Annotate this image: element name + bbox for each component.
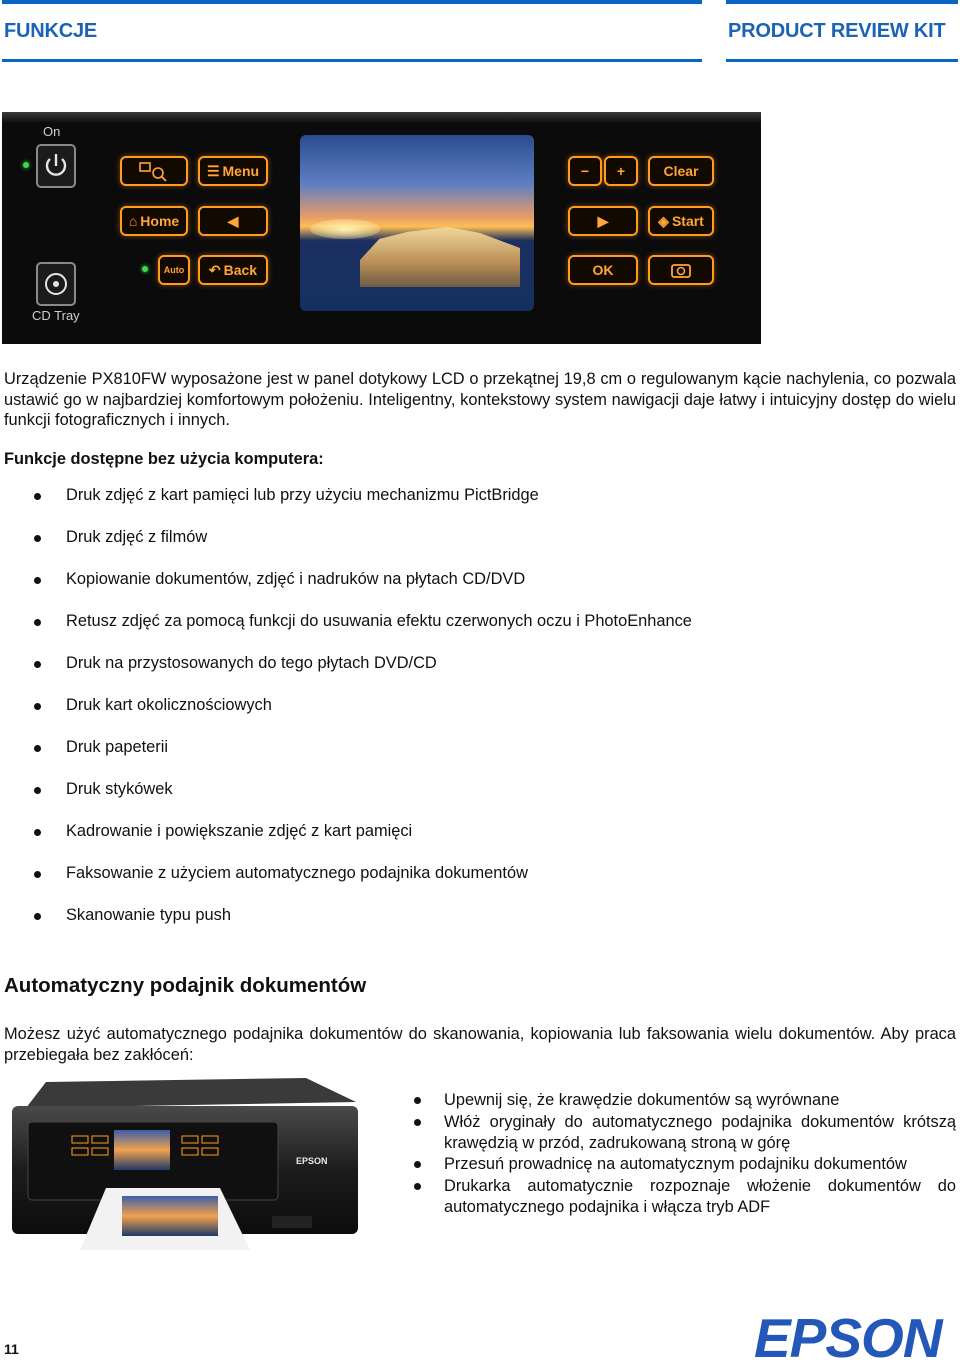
header-bottom-rule-right	[726, 59, 958, 62]
list-item-text: Skanowanie typu push	[66, 906, 231, 924]
features-heading: Funkcje dostępne bez użycia komputera:	[4, 450, 324, 468]
printer-lcd	[114, 1130, 170, 1170]
minus-button: −	[568, 156, 602, 186]
adf-tip-text: Włóż oryginały do automatycznego podajnika dokumentów krótszą krawędzią w przód, zadrukowaną stroną w górę	[444, 1113, 956, 1152]
cd-tray-button	[36, 262, 76, 306]
adf-tip	[414, 1176, 956, 1218]
list-item-text: Kadrowanie i powiększanie zdjęć z kart pamięci	[66, 822, 413, 840]
list-item-text: Kopiowanie dokumentów, zdjęć i nadruków na płytach CD/DVD	[66, 570, 526, 588]
page-number: 11	[4, 1341, 19, 1357]
kit-title: PRODUCT REVIEW KIT	[728, 20, 946, 42]
adf-tip-text: Upewnij się, że krawędzie dokumentów są wyrównane	[444, 1091, 840, 1109]
lcd-screen	[300, 135, 534, 311]
adf-tip	[414, 1154, 956, 1175]
list-item-text: Druk zdjęć z filmów	[66, 528, 208, 546]
bullet-dot	[414, 1183, 421, 1190]
header-bottom-rule-left	[2, 59, 702, 62]
panel-bezel	[2, 112, 761, 122]
bullet-dot	[414, 1097, 421, 1104]
home-icon: ⌂	[128, 213, 138, 229]
bullet-dot	[34, 913, 41, 920]
ok-button: OK	[568, 255, 638, 285]
zoom-icon	[134, 160, 174, 182]
epson-logo: EPSON	[754, 1307, 942, 1369]
lcd-iceberg	[360, 227, 520, 287]
adf-tip	[414, 1112, 956, 1154]
photo-button	[648, 255, 714, 285]
intro-paragraph: Urządzenie PX810FW wyposażone jest w panel dotykowy LCD o przekątnej 19,8 cm o regulowanym kącie nachylenia, co pozwala ustawić go w najbardziej komfortowym położeniu. Inteligentny, kontekstowy system nawigacji daje łatwy i intuicyjny dostęp do wielu funkcji fotograficznych i innych.	[4, 370, 956, 429]
bullet-dot	[34, 829, 41, 836]
list-item-text: Druk na przystosowanych do tego płytach DVD/CD	[66, 654, 437, 672]
list-item-text: Faksowanie z użyciem automatycznego podajnika dokumentów	[66, 864, 528, 882]
back-button	[198, 255, 268, 285]
control-panel-photo	[2, 112, 761, 344]
bullet-dot	[34, 703, 41, 710]
power-icon	[38, 146, 74, 186]
bullet-dot	[34, 871, 41, 878]
bullet-dot	[34, 619, 41, 626]
plus-button: +	[604, 156, 638, 186]
menu-icon: ☰	[206, 162, 220, 179]
list-item-text: Druk papeterii	[66, 738, 169, 756]
back-icon: ↶	[208, 261, 221, 278]
start-button	[648, 206, 714, 236]
start-label: Start	[671, 213, 704, 229]
printer-lid	[26, 1078, 356, 1108]
power-button	[36, 144, 76, 188]
start-icon: ◈	[658, 212, 669, 229]
bullet-dot	[34, 577, 41, 584]
bullet-dot	[414, 1161, 421, 1168]
lcd-sun-glow	[310, 219, 380, 239]
zoom-button	[120, 156, 188, 186]
clear-button: Clear	[648, 156, 714, 186]
printer-photo	[6, 1078, 362, 1256]
home-label: Home	[140, 213, 180, 229]
adf-tip-text: Przesuń prowadnicę na automatycznym podajniku dokumentów	[444, 1155, 907, 1173]
back-label: Back	[223, 262, 258, 278]
bullet-dot	[34, 493, 41, 500]
list-item-text: Druk zdjęć z kart pamięci lub przy użyciu mechanizmu PictBridge	[66, 486, 539, 504]
bullet-dot	[34, 745, 41, 752]
printer-brand: EPSON	[296, 1156, 328, 1166]
cd-tray-label: CD Tray	[32, 308, 80, 323]
header-top-rule-right	[726, 0, 958, 4]
adf-heading: Automatyczny podajnik dokumentów	[4, 974, 367, 997]
header-top-rule-left	[2, 0, 702, 4]
home-button	[120, 206, 188, 236]
auto-button: Auto	[158, 255, 190, 285]
bullet-dot	[34, 661, 41, 668]
list-item-text: Druk kart okolicznościowych	[66, 696, 272, 714]
right-arrow-button: ▶	[568, 206, 638, 236]
adf-paragraph: Możesz użyć automatycznego podajnika dokumentów do skanowania, kopiowania lub faksowania wielu dokumentów. Aby praca przebiegała bez zakłóceń:	[4, 1025, 956, 1064]
bullet-dot	[414, 1119, 421, 1126]
bullet-dot	[34, 787, 41, 794]
section-title: FUNKCJE	[4, 20, 98, 42]
power-led	[23, 162, 29, 168]
adf-tip	[414, 1090, 956, 1111]
list-item-text: Druk stykówek	[66, 780, 173, 798]
menu-button	[198, 156, 268, 186]
left-arrow-button: ◀	[198, 206, 268, 236]
camera-icon	[669, 261, 693, 279]
disc-icon	[38, 264, 74, 304]
adf-tip-text: Drukarka automatycznie rozpoznaje włożenie dokumentów do automatycznego podajnika i włącza tryb ADF	[444, 1177, 956, 1216]
on-label: On	[43, 124, 61, 139]
menu-label: Menu	[222, 163, 260, 179]
bullet-dot	[34, 535, 41, 542]
list-item-text: Retusz zdjęć za pomocą funkcji do usuwania efektu czerwonych oczu i PhotoEnhance	[66, 612, 692, 630]
auto-led	[142, 266, 148, 272]
